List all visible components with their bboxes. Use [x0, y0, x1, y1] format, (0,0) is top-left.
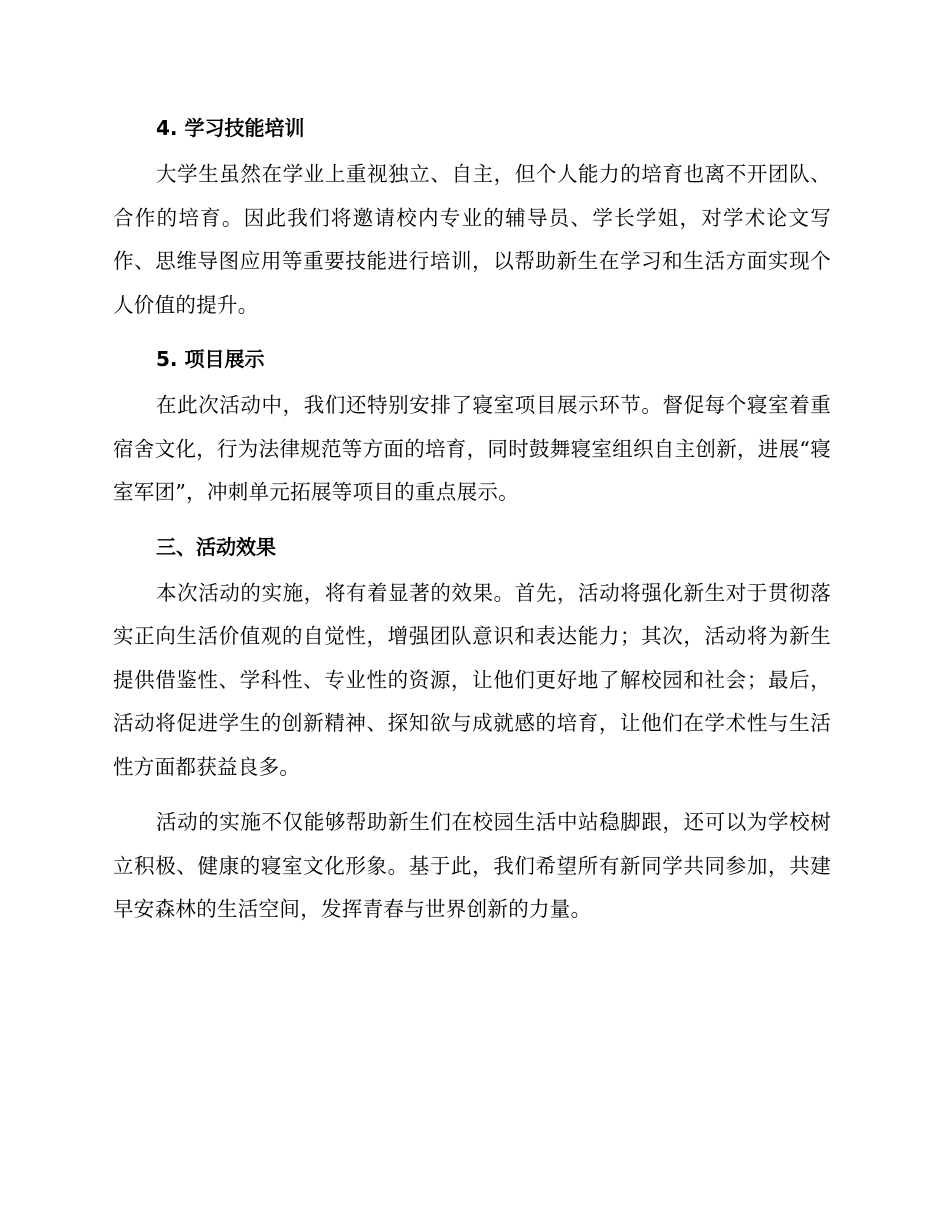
- section-heading-skills-training: 4. 学习技能培训: [156, 116, 305, 140]
- paragraph-project-showcase: 在此次活动中，我们还特别安排了寝室项目展示环节。督促每个寝室着重宿舍文化，行为法律规范等方面的培育，同时鼓舞寝室组织自主创新，进展“寝室军团”，冲刺单元拓展等项目的重点展示。: [113, 393, 831, 504]
- section-heading-project-showcase: 5. 项目展示: [156, 347, 265, 371]
- paragraph-conclusion: 活动的实施不仅能够帮助新生们在校园生活中站稳脚跟，还可以为学校树立积极、健康的寝室文化形象。基于此，我们希望所有新同学共同参加，共建早安森林的生活空间，发挥青春与世界创新的力量。: [113, 810, 831, 921]
- paragraph-activity-effects: 本次活动的实施，将有着显著的效果。首先，活动将强化新生对于贯彻落实正向生活价值观的自觉性，增强团队意识和表达能力；其次，活动将为新生提供借鉴性、学科性、专业性的资源，让他们更好地了解校园和社会；最后，活动将促进学生的创新精神、探知欲与成就感的培育，让他们在学术性与生活性方面都获益良多。: [113, 580, 831, 779]
- section-heading-activity-effects: 三、活动效果: [156, 534, 276, 559]
- document-page: [113, 106, 831, 932]
- paragraph-skills-training: 大学生虽然在学业上重视独立、自主，但个人能力的培育也离不开团队、合作的培育。因此我们将邀请校内专业的辅导员、学长学姐，对学术论文写作、思维导图应用等重要技能进行培训，以帮助新生在学习和生活方面实现个人价值的提升。: [113, 162, 831, 317]
